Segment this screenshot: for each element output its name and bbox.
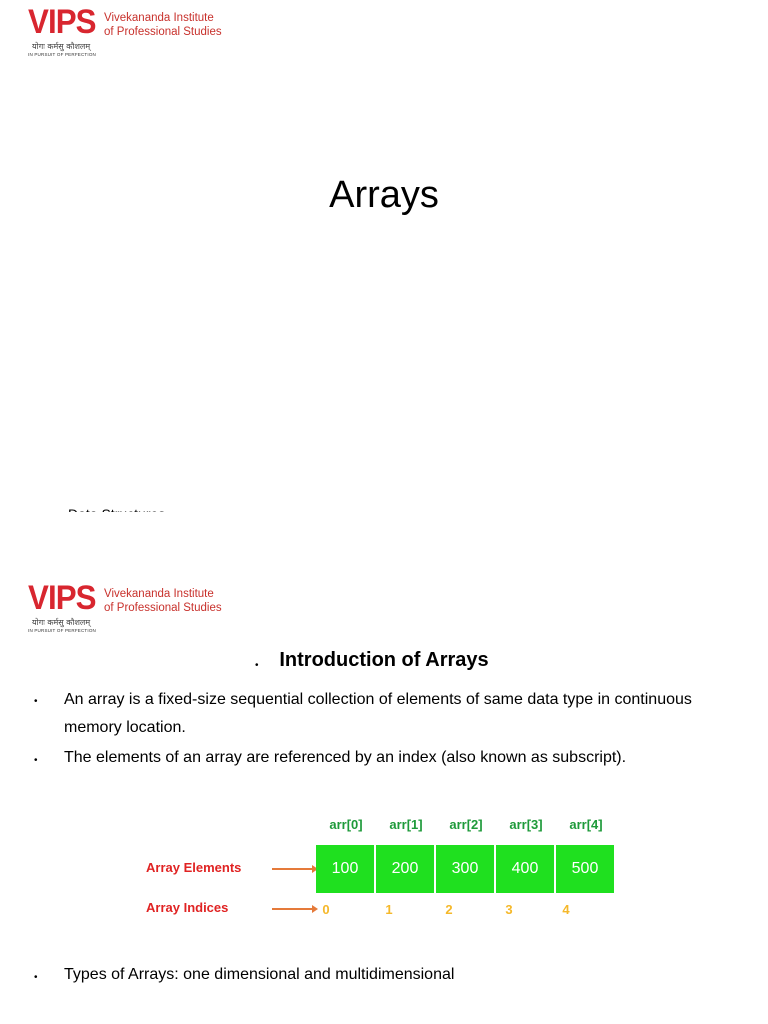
logo-wordmark: VIPS <box>28 3 96 41</box>
array-elements-label: Array Elements <box>146 860 242 875</box>
vips-logo <box>28 3 228 60</box>
logo-tagline: IN PURSUIT OF PERFECTION <box>28 52 96 57</box>
array-cell: 200 <box>376 845 436 893</box>
bullet-dot: • <box>34 696 38 707</box>
slide-title: Arrays <box>329 174 439 216</box>
institute-name-line1: Vivekananda Institute <box>104 588 214 600</box>
bullet-types: Types of Arrays: one dimensional and multidimensional <box>64 966 455 983</box>
bullet-dot: • <box>255 660 259 671</box>
bullet-index: The elements of an array are referenced by an index (also known as subscript). <box>64 749 627 766</box>
institute-name <box>104 587 222 615</box>
array-index: 2 <box>445 902 453 917</box>
array-index: 1 <box>385 902 393 917</box>
slide-heading: Introduction of Arrays <box>279 649 489 671</box>
array-cell: 300 <box>436 845 496 893</box>
intro-slide <box>0 512 768 1024</box>
array-label: arr[0] <box>329 817 363 832</box>
array-label: arr[1] <box>389 817 423 832</box>
array-cell: 500 <box>556 845 614 893</box>
array-index: 0 <box>322 902 330 917</box>
institute-name-line2: of Professional Studies <box>104 26 222 38</box>
array-cell: 100 <box>316 845 376 893</box>
array-cell: 400 <box>496 845 556 893</box>
bullet-dot: • <box>34 755 38 766</box>
logo-tagline: IN PURSUIT OF PERFECTION <box>28 628 96 633</box>
array-label: arr[4] <box>569 817 603 832</box>
array-label: arr[2] <box>449 817 483 832</box>
vips-logo <box>28 579 228 636</box>
bullet-dot: • <box>34 972 38 983</box>
arrow-icon <box>272 868 316 870</box>
institute-name-line1: Vivekananda Institute <box>104 12 214 24</box>
array-index: 4 <box>562 902 570 917</box>
bullet-definition: An array is a fixed-size sequential collection of elements of same data type in continuous memory location. <box>64 691 692 736</box>
logo-wordmark: VIPS <box>28 579 96 617</box>
logo-motto: योगः कर्मसु कौशलम् <box>32 618 91 627</box>
array-index: 3 <box>505 902 513 917</box>
institute-name <box>104 11 222 39</box>
logo-motto: योगः कर्मसु कौशलम् <box>32 42 91 51</box>
array-diagram <box>140 812 640 932</box>
institute-name-line2: of Professional Studies <box>104 602 222 614</box>
array-indices-label: Array Indices <box>146 900 229 915</box>
array-label: arr[3] <box>509 817 543 832</box>
